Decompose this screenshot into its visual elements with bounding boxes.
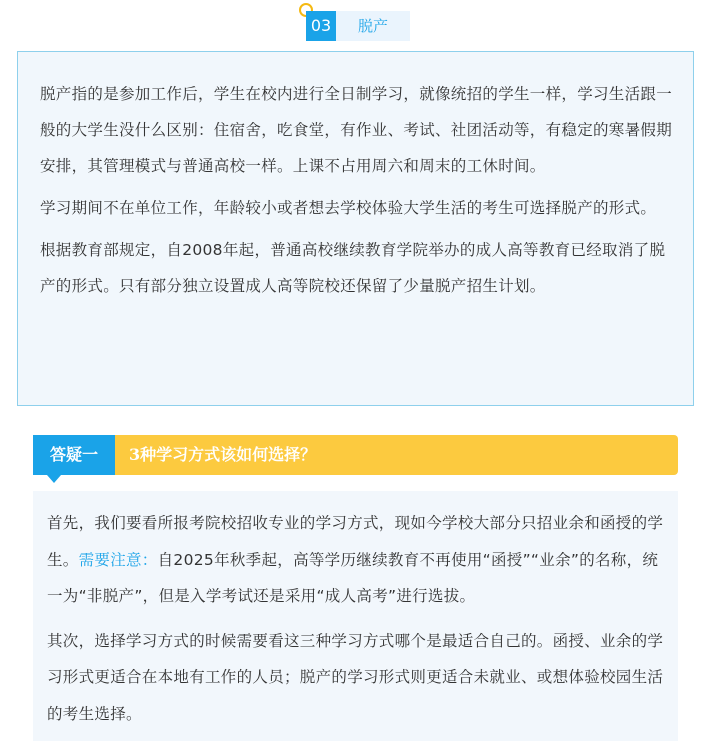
- qa-header: [33, 435, 678, 475]
- qa-answer-box: [33, 491, 678, 741]
- intro-paragraph-3: 根据教育部规定，自2008年起，普通高校继续教育学院举办的成人高等教育已经取消了脱产的形式。只有部分独立设置成人高等院校还保留了少量脱产招生计划。: [40, 241, 666, 295]
- qa-question: 3种学习方式该如何选择？: [115, 435, 678, 475]
- notch-arrow-icon: [47, 475, 61, 483]
- answer-paragraph-1: [47, 505, 666, 615]
- section-title: 脱产: [336, 11, 410, 41]
- qa-tag: 答疑一: [33, 435, 115, 475]
- answer-text: 自2025年秋季起，高等学历继续教育不再使用“函授”“业余”的名称，统一为“非脱产”，但是入学考试还是采用“成人高考”进行选拔。: [47, 550, 659, 605]
- intro-paragraph-2: 学习期间不在单位工作，年龄较小或者想去学校体验大学生活的考生可选择脱产的形式。: [40, 199, 657, 217]
- answer-text: 首先，我们要看所报考院校招收专业的学习方式，现如今学校大部分只招业余和函授的学生。: [47, 514, 664, 569]
- intro-box: [17, 51, 694, 406]
- intro-paragraph-1: 脱产指的是参加工作后，学生在校内进行全日制学习，就像统招的学生一样，学习生活跟一般的大学生没什么区别：住宿舍，吃食堂，有作业、考试、社团活动等，有稳定的寒暑假期安排，其管理模式与普通高校一样。上课不占用周六和周末的工休时间。: [40, 85, 673, 175]
- section-number: 03: [306, 11, 336, 41]
- section-header: [306, 11, 410, 41]
- highlight-note: 需要注意：: [78, 550, 158, 569]
- answer-paragraph-2: 其次，选择学习方式的时候需要看这三种学习方式哪个是最适合自己的。函授、业余的学习形式更适合在本地有工作的人员；脱产的学习形式则更适合未就业、或想体验校园生活的考生选择。: [47, 631, 664, 723]
